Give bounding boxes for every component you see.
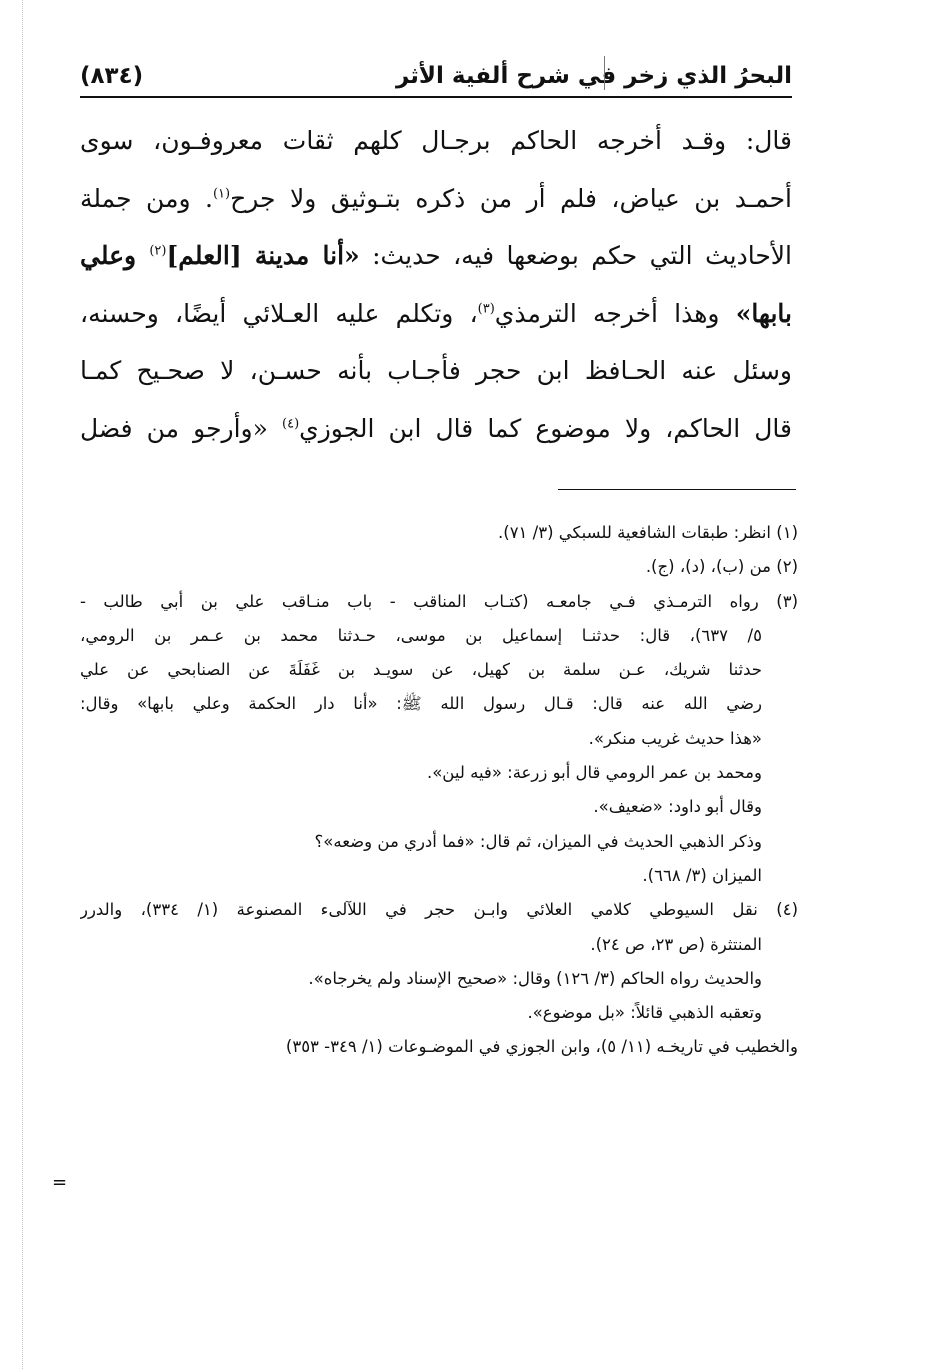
footnote-1: (١) انظر: طبقات الشافعية للسبكي (٣/ ٧١). — [498, 523, 798, 542]
footnote-3-line-5: «هذا حديث غريب منكر». — [588, 728, 762, 748]
page-number: (٨٣٤) — [80, 63, 144, 89]
footnote-2: (٢) من (ب)، (د)، (ج). — [645, 557, 798, 577]
footnote-4-line-3: والحديث رواه الحاكم (٣/ ١٢٦) وقال: «صحيح الإسناد ولم يخرجاه». — [308, 968, 762, 988]
main-line-6-text-b: «وأرجو من فضل — [80, 413, 282, 443]
footnote-4-line-2: المنتثرة (ص ٢٣، ص ٢٤). — [590, 934, 762, 954]
footnote-3-line-7: وقال أبو داود: «ضعيف». — [593, 797, 762, 817]
footnote-3-line-8: وذكر الذهبي الحديث في الميزان، ثم قال: «فما أدري من وضعه»؟ — [314, 831, 762, 851]
footnote-3-line-6: ومحمد بن عمر الرومي قال أبو زرعة: «فيه لين». — [426, 763, 762, 783]
main-line-3-text-a: الأحاديث التي حكم بوضعها فيه، حديث: — [359, 241, 792, 270]
footnote-3-line-9: الميزان (٣/ ٦٦٨). — [642, 865, 762, 885]
main-line-6-text-a: قال الحاكم، ولا موضوع كما قال ابن الجوزي — [299, 413, 792, 443]
footnote-4-line-4: وتعقبه الذهبي قائلاً: «بل موضوع». — [527, 1003, 762, 1023]
main-line-2-text-b: . ومن جملة — [80, 183, 213, 213]
main-line-1-text: قال: وقـد أخرجه الحاكم برجـال كلهم ثقات معروفـون، سوى — [80, 126, 792, 155]
header-divider — [604, 56, 605, 90]
running-title: البحرُ الذي زخر في شرح ألفية الأثر — [395, 63, 792, 89]
page-header — [80, 56, 792, 96]
footnote-ref-2[interactable]: (٢) — [149, 243, 167, 259]
footnote-4-line-5: والخطيب في تاريخـه (١١/ ٥)، وابن الجوزي في الموضـوعات (١/ ٣٤٩- ٣٥٣) — [285, 1037, 798, 1057]
main-line-4-text-a: وهذا أخرجه الترمذي — [494, 298, 736, 328]
main-line-2 — [80, 170, 792, 228]
footnote-ref-1[interactable]: (١) — [212, 186, 231, 202]
main-line-2-text-a: أحمـد بن عياض، فلم أر من ذكره بتـوثيق ولا جرح — [230, 183, 792, 213]
footnotes — [80, 516, 798, 1065]
continued-mark: = — [52, 1172, 68, 1193]
footnote-separator — [558, 489, 796, 490]
main-line-5 — [80, 342, 792, 400]
hadith-quote-end: بابها» — [735, 298, 792, 328]
footnote-3-line-2: ٥/ ٦٣٧)، قال: حدثنـا إسماعيل بن موسى، حـدثنا محمد بن عـمر بن الرومي، — [80, 625, 762, 645]
main-line-4-text-b: ، وتكلم عليه العـلائي أيضًا، وحسنه، — [80, 298, 478, 328]
main-line-1 — [80, 112, 792, 170]
hadith-quote-start: «أنا مدينة [العلم] — [166, 241, 360, 270]
main-text — [80, 112, 792, 457]
footnote-ref-4[interactable]: (٤) — [282, 416, 300, 432]
scan-edge-line — [22, 0, 23, 1369]
footnote-4-line-1: (٤) نقل السيوطي كلامي العلائي وابـن حجر في اللآلىء المصنوعة (١/ ٣٣٤)، والدرر — [80, 900, 798, 920]
footnote-3-line-1: (٣) رواه الترمـذي فـي جامعـه (كتـاب المناقب - باب منـاقب علي بن أبي طالب - — [80, 591, 798, 611]
main-line-3 — [80, 227, 792, 285]
footnote-ref-3[interactable]: (٣) — [477, 301, 495, 317]
main-line-4 — [80, 285, 792, 343]
main-line-6 — [80, 400, 792, 458]
hadith-quote-mid: وعلي — [80, 241, 150, 270]
footnote-3-line-4: رضي الله عنه قال: قـال رسول الله ﷺ: «أنا دار الحكمة وعلي بابها» وقال: — [80, 694, 762, 714]
footnote-3-line-3: حدثنا شريك، عـن سلمة بن كهيل، عن سويـد بن غَفَلَةَ عن الصنابحي عن علي — [80, 660, 762, 680]
header-rule — [80, 96, 792, 98]
main-line-5-text: وسئل عنه الحـافظ ابن حجر فأجـاب بأنه حسـن، لا صحـيح كمـا — [80, 356, 792, 385]
